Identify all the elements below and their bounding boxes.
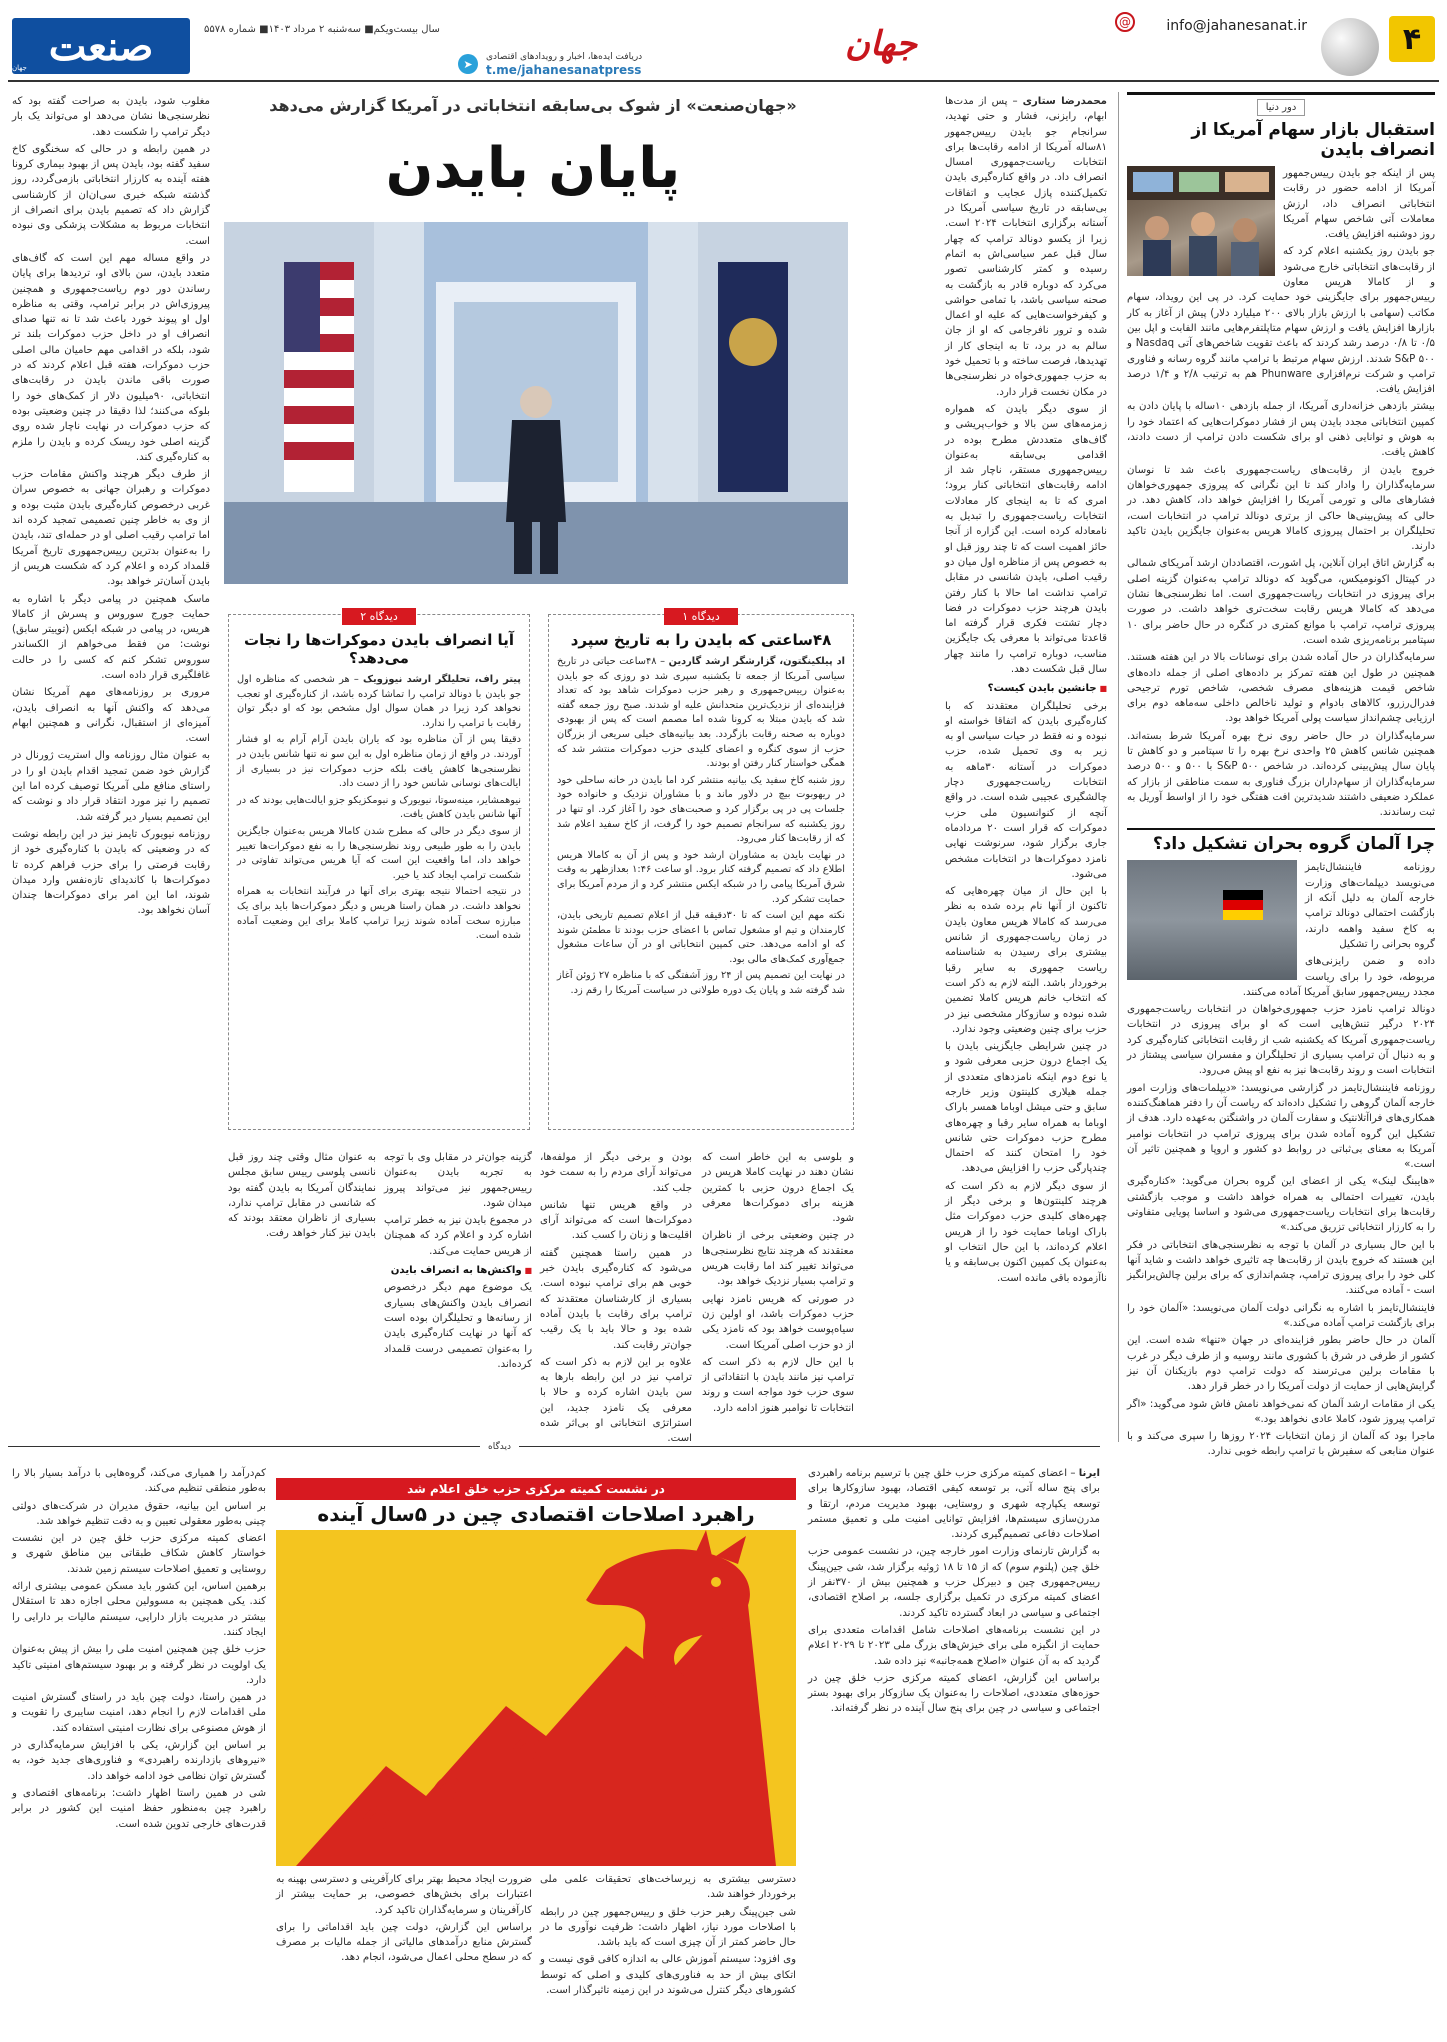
bottom-kicker: در نشست کمیته مرکزی حزب خلق اعلام شد bbox=[276, 1478, 796, 1500]
issue-dateline: سال بیست‌ویکم■ سه‌شنبه ۲ مرداد ۱۴۰۳■ شماره ۵۵۷۸ bbox=[204, 24, 440, 35]
article-body: روزنامه فایننشال‌تایمز می‌نویسد دیپلمات‌های وزارت خارجه آلمان به دلیل آنکه از بازگشت احتمالی دونالد ترامپ به کاخ سفید واهمه دارند، گروه بحرانی را تشکیل داده و ضمن رایزنی‌های مربوطه، خود را برای ریاست مجدد رییس‌جمهور سابق آمریکا آماده می‌کنند. دونالد ترامپ نامزد حزب جمهوری‌خواهان در انتخابات ریاست‌جمهوری ۲۰۲۴ درگیر تنش‌هایی است که او برای پیروزی در انتخابات ریاست‌جمهوری آمریکا که یکشنبه شب از رقابت انتخاباتی کناره‌گیری کرد و به دنبال آن ترامپ بسیاری از تحلیلگران و مفسران سیاسی پیشتاز در انتخابات است و روند رقابت‌ها نیز به نفع او پیش می‌رود. روزنامه فایننشال‌تایمز در گزارشی می‌نویسد: «دیپلمات‌های وزارت امور خارجه آلمان گروهی را تشکیل داده‌اند که ریاست آن را دفتر هماهنگ‌کننده همکاری‌های فراآتلانتیک و سفارت آلمان در واشنگتن به‌عهده دارد. هدف از تشکیل این گروه آماده شدن برای پیروزی ترامپ در انتخابات نوامبر آمریکا به معنای بی‌ثباتی در روابط دو کشور و اروپا و همچنین تاثیر آن است.» «هایبنگ لینک» یکی از اعضای این گروه بحران می‌گوید: «کناره‌گیری بایدن، تغییرات احتمالی به همراه خواهد داشت و موجب بازگشتی رقابت‌ها برای انتخابات ریاست‌جمهوری می‌شود و اساسا پویایی متفاوتی را به کارزار انتخاباتی تزریق می‌کند.» با این حال بسیاری در آلمان با توجه به نظرسنجی‌های انتخاباتی در فکر این هستند که خروج بایدن از رقابت‌ها چه تاثیری خواهد داشت و شاید آنها کلی خود را برای پیروزی ترامپ، چشم‌اندازی که برای برلین چالش‌برانگیز است - آماده می‌کنند. فایننشال‌تایمز با اشاره به نگرانی دولت آلمان می‌نویسد: «آلمان خود را برای بازگشت ترامپ آماده می‌کند.» آلمان در حال حاضر بطور فزاینده‌ای در جهان «تنها» شده است. این کشور از طرفی در شرق با کشوری مانند روسیه و از طرف دیگر در غرب با مقامات برلین می‌ترسند که دولت ترامپ دوم بازیکنان آن نیز گرایش‌هایی از حمایت از دولت آمریکا را در خطر قرار دهد. یکی از مقامات ارشد آلمان که نمی‌خواهد نامش فاش شود می‌گوید: «اگر ترامپ پیروز شود، کاملا عادی نخواهد بود.» ماجرا بود که آلمان از زمان انتخابات ۲۰۲۴ روز‌ها را سپری می‌کند و با عنوان منابعی که سفیرش با ترامپ رابطه خوبی ندارد. bbox=[1127, 862, 1436, 1458]
right-column bbox=[1127, 92, 1435, 1460]
bottom-headline: راهبرد اصلاحات اقتصادی چین در ۵سال آینده bbox=[317, 1502, 755, 1526]
section-title: جهان bbox=[844, 24, 917, 64]
bottom-column-middle-b: ضرورت ایجاد محیط بهتر برای کارآفرینی و دسترسی بهینه به اعتبارات برای بخش‌های خصوصی، بر حمایت بیشتر از کارآفرینان و سرمایه‌گذاران تاکید کرد. براساس این گزارش، دولت چین باید اقداماتی را برای گسترش منابع درآمدهای مالیاتی از جمله مالیات بر مصرف که در سطح محلی اعمال می‌شود، انجام دهد. bbox=[276, 1874, 532, 1964]
telegram-link[interactable]: t.me/jahanesanatpress bbox=[486, 63, 642, 77]
bottom-column-middle-a: دسترسی بیشتری به زیرساخت‌های تحقیقات علمی ملی برخوردار خواهند شد. شی جین‌پینگ رهبر حزب خلق و رییس‌جمهور چین در رابطه با اصلاحات مورد نیاز، اظهار داشت: ظرفیت نوآوری ما در حال حاضر کمتر از آن چیزی است که باید باشد. وی افزود: سیستم آموزش عالی به اندازه کافی قوی نیست و اتکای بیش از حد به فناوری‌های کلیدی و اصلی که توسط کشورهای دیگر کنترل می‌شوند در این زمینه تاثیرگذار است. bbox=[540, 1874, 796, 1997]
bottom-tag: دیدگاه bbox=[480, 1442, 519, 1452]
telegram-caption: دریافت ایده‌ها، اخبار و رویدادهای اقتصادی bbox=[486, 52, 643, 62]
opinion-box-1: دیدگاه ۱ ۴۸ساعتی که بایدن را به تاریخ سپرد اد پیلکینگتون، گزارشگر ارشد گاردین – ۴۸ساعت حیاتی در تاریخ سیاسی آمریکا از جمعه تا یکشنبه سپری شد دو روزی که جو بایدن به‌عنوان رییس‌جمهوری و رهبر حزب دموکرات شاهد بود که تعداد فزاینده‌ای از نزدیک‌ترین متحدانش علیه او شدند. صبح روز جمعه گفته شد که بایدن مبتلا به کرونا شده اما مصمم است که پس از بهبودی دوباره به صحنه رقابت بازگردد. بعد بیانیه‌های خیلی سریعی از بزرگان حزب از سوی کنگره و اعضای کلیدی حزب دموکرات منتشر شد که همگی خواستار کنار رفتن او بودند. روز شنبه کاخ سفید یک بیانیه منتشر کرد اما بایدن در خانه ساحلی خود در ریهوبوت بیچ در دلاور ماند و با مشاوران نزدیک و خانواده خود جلسات پی در پی برگزار کرد و صحبت‌های خود را آغاز کرد. او تنها در روز یکشنبه که سرانجام تصمیم خود را گرفت، از کاخ سفید اعلام شد که از رقابت‌ها کنار می‌رود. در نهایت بایدن به مشاوران ارشد خود و پس از آن به کامالا هریس اطلاع داد که تصمیم گرفته کنار برود. او ساعت ۱:۴۶ بعدازظهر به وقت شرق آمریکا پیامی را در شبکه ایکس منتشر کرد و از مردم آمریکا برای حمایت تشکر کرد. نکته مهم این است که تا ۳۰دقیقه قبل از اعلام تصمیم تاریخی بایدن، کارمندان و تیم او مشغول تماس با اعضای حزب بودند تا مطمئن شوند که او ادامه می‌دهد. حتی کمپین انتخاباتی او در آن ساعات مشغول جمع‌آوری کمک‌های مالی بود. در نهایت این تصمیم پس از ۲۴ روز آشفتگی که با مناظره ۲۷ ژوئن آغاز شد گرفته شد و پایان یک دوره طولانی در سیاست آمریکا را رقم زد. bbox=[548, 614, 854, 1130]
right-column-tag: دور دنیا bbox=[1127, 92, 1435, 116]
stock-exchange-photo bbox=[1127, 166, 1275, 276]
article-body: پس از اینکه جو بایدن رییس‌جمهور آمریکا از ادامه حضور در رقابت انتخاباتی انصراف داد، ارزش معاملات آتی شاخص سهام آمریکا روز دوشنبه افزایش یافت. جو بایدن روز یکشنبه اعلام کرد که از رقابت‌های انتخاباتی خارج می‌شود و از کامالا هریس معاون رییس‌جمهور برای جایگزینی خود حمایت کرد. در پی این رویداد، سهام مکاتب (سهامی با ارزش بازار بالای ۲۰۰ میلیارد دلار) پیش از آغاز به کار بازارها افزایش یافت و ارزش سهام متاپلتفرم‌هایی مانند الفابت و اپل بین ۰/۵ تا ۰/۸ درصد رشد کردند که باعث تقویت شاخص‌های آتی Nasdaq و S&P ۵۰۰ شدند. ارزش سهام مرتبط با ترامپ مانند گروه رسانه و فناوری ترامپ و شرکت نرم‌افزاری Phunware هم به ترتیب ۲/۸ و ۱/۴ درصد افزایش یافت. بیشتر بازدهی خزانه‌داری آمریکا، از جمله بازدهی ۱۰ساله با پایان دادن به کمپین انتخاباتی مجدد بایدن پس از فشار دموکرات‌هایی که اعتماد خود را به هوش و توانایی ذهنی او برای شکست دادن ترامپ از دست دادند، کاهش یافت. خروج بایدن از رقابت‌های ریاست‌جمهوری باعث شد تا نوسان سرمایه‌گذاران را وادار کند تا این نگرانی که پیروزی جمهوری‌خواهان فشارهای مالی و تورمی آمریکا را افزایش خواهد داد، کاهش دهد. در حالی که پیش‌بینی‌ها حاکی از برتری دونالد ترامپ در انتخابات است، تحلیلگران بر احتمال پیروزی کامالا هریس به‌عنوان جایگزین بایدن تاکید دارند. به گزارش اتاق ایران آنلاین، پل اشورت، اقتصاددان ارشد آمریکای شمالی در کپیتال اکونومیکس، می‌گوید که دونالد ترامپ به‌عنوان گزینه اصلی برای پیروزی در انتخابات ریاست‌جمهوری است. اما نظرسنجی‌ها نشان می‌دهد که کامالا هریس رقابت سخت‌تری خواهد داشت. در صورت پیروزی ترامپ، ترامپ با موانع کمتری در کنگره در حال حاضر برای ۱۰ سپتامبر برنامه‌ریزی شده است. سرمایه‌گذاران در حال آماده شدن برای نوسانات بالا در این هفته هستند. همچنین در طول این هفته تمرکز بر داده‌های اصلی از جمله داده‌های شاخص قیمت هزینه‌های مصرف شخصی، شاخص تورم ترجیحی فدرال‌رزرو، کالاهای بادوام و تولید ناخالص داخلی سه‌ماهه دوم برای ارزیابی چشم‌انداز سیاست پولی آمریکا خواهد بود. سرمایه‌گذاران در حال حاضر روی نرخ بهره آمریکا شرط بسته‌اند. همچنین شانس کاهش ۲۵ واحدی نرخ بهره را تا سپتامبر و دو کاهش تا پایان سال پیش‌بینی کرده‌اند. در شاخص S&P ۵۰۰ با ۵۰۰ و ۵۰۰ درصد سرمایه‌گذاران از سهام‌داران بزرگ فناوری به سمت مناطقی از بازار که عملکرد ضعیفی داشتند شدیدترین افت هفتگی خود را از اواسط آوریل به ثبت رساندند. bbox=[1127, 168, 1436, 819]
bottom-column-left: کم‌درآمد را همیاری می‌کند، گروه‌هایی با درآمد بسیار بالا را به‌طور منطقی تنظیم می‌کند. بر اساس این بیانیه، حقوق مدیران در شرکت‌های دولتی چینی به‌طور معقولی تعیین و به دقت تنظیم خواهد شد. اعضای کمیته مرکزی حزب خلق چین در این نشست خواستار کاهش شکاف طبقاتی بین مناطق شهری و روستایی و تعمیق اصلاحات سیستم زمین شدند. برهمین اساس، این کشور باید مسکن عمومی بیشتری ارائه کند. یکی همچنین به مسوولین محلی اجازه دهد تا استقلال بیشتر در مدیریت بازار دارایی، سیستم مالیات بر دارایی را ایجاد کنند. حزب خلق چین همچنین امنیت ملی را بیش از پیش به‌عنوان یک اولویت در نظر گرفته و بر بهبود سیستم‌های امنیتی تاکید دارد. در همین راستا، دولت چین باید در راستای گسترش امنیت ملی اقدامات لازم را انجام دهد، امنیت سایبری را تقویت و از هوش مصنوعی برای نظارت امنیتی استفاده کند. بر اساس این گزارش، یکی با افزایش سرمایه‌گذاری در «نیروهای بازدارنده راهبردی» و فناوری‌های جدید خود، به گسترش توان نظامی خود ادامه خواهد داد. شی در همین راستا اظهار داشت: برنامه‌های اقتصادی و راهبرد چین به‌منظور حفظ امنیت این کشور در برابر قدرت‌های خارجی تدوین شده است. bbox=[12, 1468, 266, 1830]
main-kicker: «جهان‌صنعت» از شوک بی‌سابقه انتخاباتی در آمریکا گزارش می‌دهد bbox=[269, 96, 797, 115]
bottom-separator bbox=[8, 1446, 1100, 1447]
globe-icon bbox=[1321, 18, 1379, 76]
article-title: چرا آلمان گروه بحران تشکیل داد؟ bbox=[1152, 834, 1435, 855]
biden-walking-photo bbox=[224, 222, 848, 584]
main-headline: پایان بایدن bbox=[385, 136, 681, 201]
opinion-tag: دیدگاه ۲ bbox=[342, 608, 416, 625]
main-story-column-d: و بلوسی به این خاطر است که نشان دهند در نهایت کاملا هریس در یک اجماع درون حزبی با کمترین هزینه برای دموکرات‌ها معرفی شود. در چنین وضعیتی برخی از ناظران معتقدند که هرچند نتایج نظرسنجی‌ها می‌تواند تغییر کند اما رقابت هریس و ترامپ بسیار نزدیک خواهد بود. در صورتی که هریس نامزد نهایی حزب دموکرات باشد، او اولین زن سیاه‌پوست خواهد بود که نامزد یکی از دو حزب اصلی آمریکا است. با این حال لازم به ذکر است که ترامپ نیز مانند بایدن با انتقاداتی از سوی حزب خود مواجه است و روند انتخابات تا نوامبر هنوز ادامه دارد. bbox=[702, 1152, 854, 1414]
column-rule bbox=[1118, 92, 1119, 1442]
main-story-column-a: محمدرضا ستاری – پس از مدت‌ها ابهام، رایزنی، فشار و حتی تهدید، سرانجام جو بایدن رییس‌جمهور ۸۱ساله آمریکا از ادامه رقابت‌ها برای انتخابات ریاست‌جمهوری امسال انصراف داد. در واقع کناره‌گیری بایدن تکمیل‌کننده پازل عجایب و اتفاقات بی‌سابقه در تاریخ سیاسی آمریکا در آستانه برگزاری انتخابات ۲۰۲۴ است. زیرا از یکسو دونالد ترامپ که چهار سال قبل عمر سیاسی‌اش به اتمام رسیده و کمتر کارشناسی تصور می‌کرد که دوباره قادر به بازگشت به صحنه سیاسی باشد، با تمامی حواشی و کیفرخواست‌هایی که علیه او اعمال شده و ترور نافرجامی که او از جان سالم به در برد، تا به اینجای کار از تهدیدها، فرصت ساخته و با تحمیل خود به حزب جمهوری‌خواه در نظرسنجی‌ها در مکان نخست قرار دارد. از سوی دیگر بایدن که همواره زمزمه‌های سن بالا و خواب‌پریشی و گاف‌های متعددش مطرح بوده در اقدامی بی‌سابقه به‌عنوان رییس‌جمهوری مستقر، ناچار شد از ادامه رقابت‌های انتخاباتی کنار برود؛ امری که تا به اینجای کار معادلات انتخابات ریاست‌جمهوری را تبدیل به نامعادله کرده است. این گزاره از آنجا حائز اهمیت است که تا چند روز قبل او به خصوص پس از مناظره اول میان دو رقیب اصلی، بایدن شانسی در مقابل ترامپ نداشت اما حالا با کنار رفتن بایدن هرچند حزب دموکرات در فضا دچار تشتت فکری قرار گرفته اما قاعدتا می‌تواند با معرفی یک جایگزین مناسب، دوباره ترامپ را مانند چهار سال قبل شکست دهد. ■ جانشین بایدن کیست؟ برخی تحلیلگران معتقدند که با کناره‌گیری بایدن که اتفاقا خواسته او نبوده و نه فقط در حیات سیاسی او به زیر به وی تحمیل شده، حزب دموکرات در آستانه ۳۰ماهه به انتخابات ریاست‌جمهوری دچار چالشگیری عجیبی شده است. در واقع آنچه از کنوانسیون ملی حزب دموکرات که قرار است ۲۰ مردادماه جاری برگزار شود، سرنوشت نهایی نامزد دموکرات‌ها در انتخابات مشخص می‌شود. با این حال از میان چهره‌هایی که تاکنون از آنها نام برده شده به نظر می‌رسد که کامالا هریس معاون بایدن در زمان ریاست‌جمهوری از شانس بیشتری برای رسیدن به شناسنامه ریاست جمهوری به سایر رقبا برخوردار باشد. البته لازم به ذکر است که انتخاب خانم هریس کاملا تضمین شده نبوده و سازوکار مشخصی نیز در حزب برای چنین وضعیتی وجود ندارد. در چنین شرایطی جایگزینی بایدن با یک اجماع درون حزبی معرفی شود و یا نوع دوم اینکه نامزدهای متعددی از جمله هیلاری کلینتون وزیر خارجه سابق و حتی میشل اوباما همسر باراک اوباما به همراه سایر رقبا و چهره‌های مطرح حزب دموکرات حتی شانس خود را امتحان کنند که احتمال چندپارگی حزب را افزایش می‌دهد. از سوی دیگر لازم به ذکر است که هرچند کلینتون‌ها و برخی دیگر از چهره‌های کلیدی حزب دموکرات مثل باراک اوباما حمایت خود را از هریس اعلام کرده‌اند، با این حال انتخاب او به‌عنوان یک کمپین اکنون بی‌سابقه و یا ناآزموده باقی مانده است. bbox=[945, 94, 1107, 1286]
newspaper-logo-sub: جهان bbox=[12, 64, 27, 72]
email-icon: @ bbox=[1115, 12, 1135, 32]
main-story-column-b: مغلوب شود، بایدن به صراحت گفته بود که نظرسنجی‌ها نشان می‌دهد او می‌تواند یک بار دیگر ترامپ را شکست دهد. در همین رابطه و در حالی که سخنگوی کاخ سفید گفته بود، بایدن پس از بهبود بیماری کرونا هفته آینده به کارزار انتخاباتی بازمی‌گردد، روز گذشته شبکه خبری سی‌ان‌ان از کارشناسی گزارش داد که تصمیم بایدن برای انصراف از انتخابات مربوط به مشکلات پزشکی وی نبوده است. در واقع مساله مهم این است که گاف‌های متعدد بایدن، سن بالای او، تردیدها برای پایان رساندن دور دوم ریاست‌جمهوری و همچنین پیروزی‌اش در برابر ترامپ، وقتی به مناظره اول او پیوند خورد باعث شد تا نه تنها صدای انصراف او در داخل حزب دموکرات بلند تر شود، بلکه در اقدامی مهم حامیان مالی اصلی حزب دموکرات، هفته قبل اعلام کردند که در صورت باقی ماندن بایدن در رقابت‌های انتخاباتی، ۹۰میلیون دلار از کمک‌های خود را بلوکه می‌کنند؛ لذا دقیقا در چنین وضعیتی بوده که حزب دموکرات در نهایت ناچار شده روی گزینه اصلی خود ریسک کرده و بایدن را ملزم به کناره‌گیری کند. از طرف دیگر هرچند واکنش مقامات حزب دموکرات و رهبران جهانی به خصوص سران غربی درخصوص کناره‌گیری بایدن مثبت بوده و از وی به خاطر چنین تصمیمی تمجید کرده اند اما ترامپ رقیب اصلی او در حمله‌ای تند، بایدن را به‌عنوان بدترین رییس‌جمهوری تاریخ آمریکا قلمداد کرده و اعلام کرد که شکست هریس از بایدن آسان‌تر خواهد بود. ماسک همچنین در پیامی دیگر با اشاره به حمایت جورج سوروس و پسرش از کامالا هریس، در پیامی در شبکه ایکس (توییتر سابق) نوشت: من فقط می‌خواهم از الکساندر سوروس تشکر کنم که کسی را در حالت غافلگیری قرار داده است. مروری بر روزنامه‌های مهم آمریکا نشان می‌دهد که واکنش آنها به انصراف بایدن، آمیزه‌ای از استقبال، نگرانی و همچنین ابهام است. به عنوان مثال روزنامه وال استریت ژورنال در گزارش خود ضمن تمجید اقدام بایدن او را در راستای منافع ملی آمریکا توصیف کرده اما این تصمیم را نیز مورد انتقاد قرار داد و نوشت که این تصمیم بسیار دیر گرفته شد. روزنامه نیویورک تایمز نیز در این رابطه نوشت که در وضعیتی که بایدن با کناره‌گیری خود از رقابت فرصتی را برای حزب فراهم کرده تا دموکرات‌ها با کاندیدای تازه‌نفس وارد میدان شوند، اما این امر برای دموکرات‌ها چندان آسان نخواهد بود. bbox=[12, 96, 210, 917]
main-story-column-c: بودن و برخی دیگر از مولفه‌ها، می‌تواند آرای مردم را به سمت خود جلب کند. در واقع هریس تنها شانس دموکرات‌ها است که می‌تواند آرای اقلیت‌ها و زنان را کسب کند. در همین راستا همچنین گفته می‌شود که کناره‌گیری بایدن خبر خوبی هم برای ترامپ نبوده است. بسیاری از کارشناسان معتقدند که ترامپ برای رقابت با بایدن آماده شده بود و حالا باید با یک رقیب جوان‌تر رقابت کند. علاوه بر این لازم به ذکر است که ترامپ نیز در این رابطه بارها به سن بایدن اشاره کرده و حالا با معرفی یک نامزد جدید، این استراتژی انتخاباتی او بی‌اثر شده است. bbox=[540, 1152, 692, 1445]
opinion-title: ۴۸ساعتی که بایدن را به تاریخ سپرد bbox=[570, 631, 832, 649]
newspaper-logo: صنعت bbox=[12, 18, 190, 74]
opinion-tag: دیدگاه ۱ bbox=[664, 608, 738, 625]
main-story-column-f: به عنوان مثال وقتی چند روز قبل نانسی پلوسی رییس سابق مجلس نمایندگان آمریکا به بایدن گفته بود که شانسی در مقابل ترامپ ندارد، بسیاری از ناظران معتقد بودند که بایدن نیز کنار خواهد رفت. bbox=[228, 1152, 376, 1240]
china-dragon-illustration bbox=[276, 1530, 796, 1866]
main-story-column-e: گزینه جوان‌تر در مقابل وی با توجه به تجربه بایدن به‌عنوان رییس‌جمهور نیز می‌تواند پیروز میدان شود. در مجموع بایدن نیز به خطر ترامپ اشاره کرد و اعلام کرد که همچنان از هریس حمایت می‌کند. ■ واکنش‌ها به انصراف بایدن یک موضوع مهم دیگر درخصوص انصراف بایدن واکنش‌های بسیاری از رسانه‌ها و تحلیلگران بوده است که آنها در نهایت کناره‌گیری بایدن را به‌عنوان تصمیمی درست قلمداد کرده‌اند. bbox=[384, 1150, 532, 1372]
german-flag-photo bbox=[1127, 860, 1297, 980]
article-title: استقبال بازار سهام آمریکا از انصراف بایدن bbox=[1191, 120, 1435, 160]
opinion-title: آیا انصراف بایدن دموکرات‌ها را نجات می‌دهد؟ bbox=[244, 631, 514, 667]
page-number: ۴ bbox=[1389, 16, 1435, 62]
header-rule bbox=[8, 80, 1439, 82]
telegram-icon: ➤ bbox=[458, 54, 478, 74]
bottom-column-right: ایرنا – اعضای کمیته مرکزی حزب خلق چین با ترسیم برنامه راهبردی برای پنج ساله آتی، بر توسعه کیفی اقتصاد، بهبود سازوکارها برای توسعه یکپارچه شهری و روستایی، بهبود مدیریت مردم، ارتقا و مدرن‌سازی سیستم‌ها، افزایش توانایی امنیت ملی و تعمیق مستمر اصلاحات دفاعی تصمیم‌گیری کردند. به گزارش تارنمای وزارت امور خارجه چین، در نشست عمومی حزب خلق چین (پلنوم سوم) که از ۱۵ تا ۱۸ ژوئیه برگزار شد، شی جین‌پینگ رییس‌جمهوری چین و دبیرکل حزب و همچنین بیش از ۳۷۰نفر از اعضای کمیته مرکزی در تکمیل برگزاری جلسه، بر اصلاح اقتصادی، اجتماعی و سیاسی در ابعاد گسترده تاکید کردند. در این نشست برنامه‌های اصلاحات شامل اقدامات متعددی برای حمایت از انگیزه ملی برای خیزش‌های بزرگ ملی ۲۰۲۳ تا ۲۰۲۹ اعلام گردید که به آن عنوان «اصلاح همه‌جانبه» نیز داده شد. براساس این گزارش، اعضای کمیته مرکزی حزب خلق چین در حوزه‌های متعددی، اصلاحات را به‌عنوان یک سازوکار برای بهبود بستر اجتماعی و سیاسی در چین برای پنج سال آینده در نظر گرفته‌اند. bbox=[808, 1468, 1101, 1715]
opinion-box-2: دیدگاه ۲ آیا انصراف بایدن دموکرات‌ها را نجات می‌دهد؟ پیتر راف، تحلیلگر ارشد نیوزویک – هر شخصی که مناظره اول جو بایدن با دونالد ترامپ را تماشا کرده باشد، از کناره‌گیری او تعجب نخواهد کرد زیرا در همان سوال اول مشخص بود که او دیگر توان رقابت با ترامپ را ندارد. دقیقا پس از آن مناظره بود که یاران بایدن آرام آرام به او فشار آوردند. در واقع از زمان مناظره اول به این سو نه تنها شانس بایدن در نظرسنجی‌ها کاهش یافت بلکه حزب دموکرات نیز در بسیاری از ایالت‌های نوسانی شانس خود را از دست داد. نیوهمشایر، مینه‌سوتا، نیویورک و نیومکزیکو جزو ایالت‌هایی بودند که در آنها شانس بایدن کاهش یافت. از سوی دیگر در حالی که مطرح شدن کامالا هریس به‌عنوان جایگزین بایدن را به طور طبیعی روند نظرسنجی‌ها را به نفع دموکرات‌ها تغییر خواهد داد، اما واقعیت این است که آیا هریس می‌تواند تفاوتی در شکست ترامپ ایجاد کند یا خیر. در نتیجه احتمالا نتیجه بهتری برای آنها در فرآیند انتخابات به همراه نخواهد داشت. در همان راستا هریس و دیگر دموکرات‌ها باید برای یک مبارزه سخت آماده شوند زیرا ترامپ کاملا برای این وضعیت آماده شده است. bbox=[228, 614, 530, 1130]
contact-email[interactable]: info@jahanesanat.ir bbox=[1166, 18, 1307, 34]
